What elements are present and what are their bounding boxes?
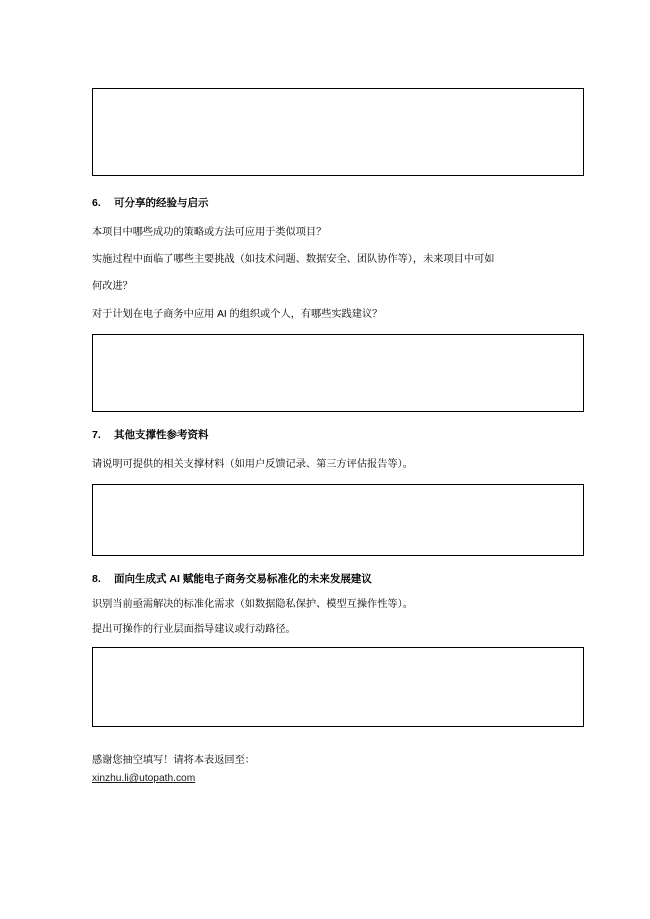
section-6-paragraph-4: 对于计划在电子商务中应用 AI 的组织或个人，有哪些实践建议？ (92, 308, 383, 320)
section-8-number: 8. (92, 572, 101, 585)
section-6-paragraph-2: 实施过程中面临了哪些主要挑战（如技术问题、数据安全、团队协作等），未来项目中可如 (92, 253, 495, 265)
section-6-paragraph-1: 本项目中哪些成功的策略或方法可应用于类似项目？ (92, 226, 327, 238)
section-6-heading (92, 196, 584, 211)
section-7-title: 其他支撑性参考资料 (114, 428, 209, 441)
section-8-paragraph-2: 提出可操作的行业层面指导建议或行动路径。 (92, 623, 296, 635)
answer-box-top[interactable] (92, 88, 584, 176)
answer-box-section-8[interactable] (92, 647, 584, 727)
document-content (92, 88, 584, 786)
section-6-number: 6. (92, 197, 101, 209)
section-6-title: 可分享的经验与启示 (114, 197, 209, 209)
section-6-paragraph-3: 何改进？ (92, 281, 133, 293)
contact-email-link[interactable]: xinzhu.li@utopath.com (92, 773, 196, 785)
answer-box-section-7[interactable] (92, 484, 584, 556)
section-7-number: 7. (92, 428, 101, 441)
section-8-heading (92, 572, 584, 587)
section-8-title: 面向生成式 AI 赋能电子商务交易标准化的未来发展建议 (114, 572, 372, 585)
answer-box-section-6[interactable] (92, 334, 584, 412)
section-7-heading (92, 428, 584, 443)
section-8-paragraph-1: 识别当前亟需解决的标准化需求（如数据隐私保护、模型互操作性等）。 (92, 598, 413, 610)
closing-thanks: 感谢您抽空填写！请将本表返回至： (92, 755, 255, 767)
section-7-paragraph-1: 请说明可提供的相关支撑材料（如用户反馈记录、第三方评估报告等）。 (92, 458, 413, 470)
